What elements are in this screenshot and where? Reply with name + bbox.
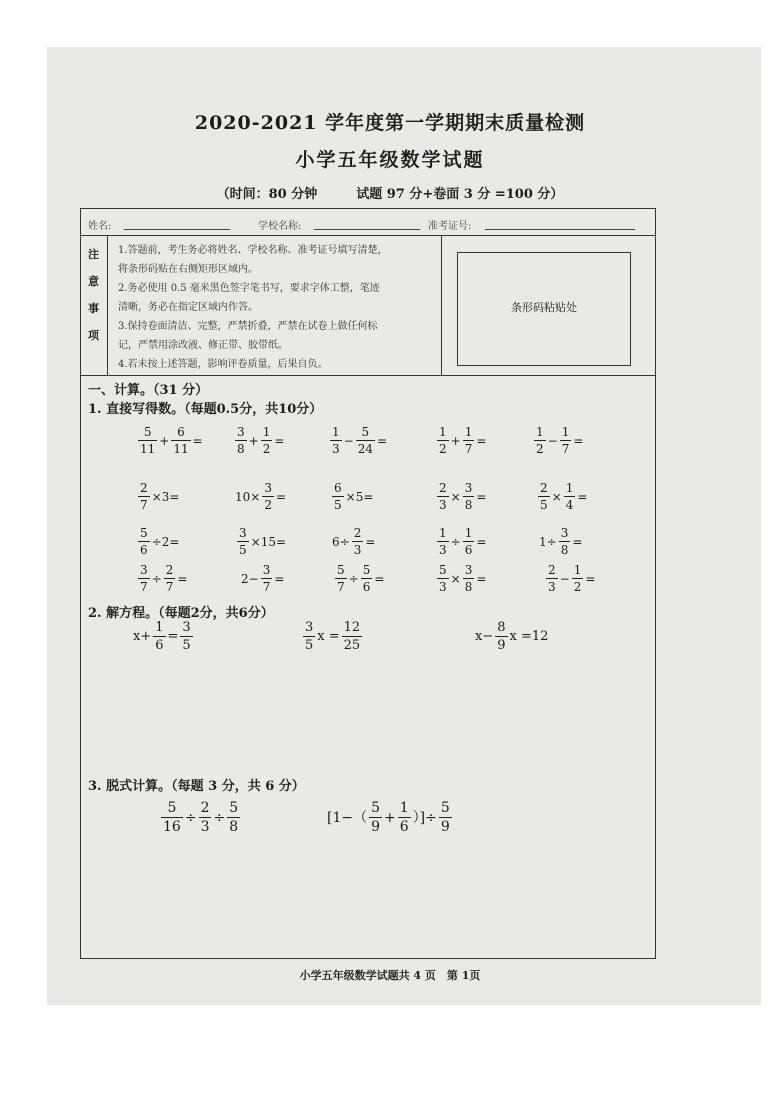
fraction — [261, 564, 273, 593]
denominator: 5 — [334, 498, 342, 512]
numerator: 3 — [305, 620, 314, 635]
operator: = — [476, 433, 487, 448]
operator: ×3= — [151, 489, 180, 504]
fraction — [546, 564, 558, 593]
operator: = — [167, 629, 179, 644]
operator: = — [376, 433, 388, 448]
operator: ×5= — [345, 489, 374, 504]
numerator: 3 — [560, 526, 569, 540]
fraction — [138, 527, 150, 556]
fraction — [199, 801, 212, 834]
numerator: 3 — [239, 526, 247, 540]
operator: − — [559, 571, 570, 586]
numerator: 1 — [332, 425, 340, 439]
q3-expression — [326, 801, 453, 834]
numerator: 2 — [439, 481, 447, 495]
operator: × — [450, 489, 461, 504]
fraction — [398, 801, 411, 834]
numerator: 1 — [399, 800, 409, 816]
numerator: 5 — [167, 800, 177, 816]
fraction — [356, 426, 375, 455]
operator: × — [551, 489, 562, 504]
fraction — [262, 482, 274, 511]
fraction — [564, 482, 576, 511]
numerator: 1 — [565, 481, 574, 495]
numerator: 5 — [361, 425, 370, 439]
fraction — [369, 801, 382, 834]
fraction — [463, 426, 475, 455]
fraction — [495, 621, 507, 652]
numerator: 1 — [262, 425, 271, 439]
q1-problem — [545, 564, 596, 593]
operator: − — [343, 433, 354, 448]
notice-line: 记，严禁用涂改液、修正带、胶带纸。 — [118, 340, 288, 351]
operator: + — [384, 809, 396, 826]
exam-title: 2020-2021 学年度第一学期期末质量检测 — [194, 112, 586, 134]
denominator: 8 — [464, 498, 473, 512]
operator: = — [476, 571, 487, 586]
fraction — [534, 426, 546, 455]
denominator: 9 — [497, 638, 506, 653]
q3-expression — [160, 801, 241, 834]
fraction — [180, 621, 192, 652]
q1-problem — [436, 564, 487, 593]
numerator: 5 — [371, 800, 381, 816]
numerator: 6 — [334, 481, 342, 495]
numerator: 1 — [536, 425, 544, 439]
numerator: 3 — [182, 620, 191, 635]
operator: = — [192, 433, 203, 448]
operator: 2− — [241, 571, 259, 586]
question-3-heading: 3. 脱式计算。（每题 3 分，共 6 分） — [88, 779, 305, 794]
denominator: 9 — [371, 819, 381, 835]
operator: = — [274, 433, 285, 448]
fraction — [361, 564, 373, 593]
numerator: 8 — [497, 620, 506, 635]
fraction — [439, 801, 452, 834]
denominator: 8 — [464, 580, 473, 594]
numerator: 3 — [140, 563, 148, 577]
denominator: 6 — [362, 580, 371, 594]
fraction — [138, 482, 150, 511]
denominator: 3 — [353, 543, 362, 557]
numerator: 1 — [464, 526, 473, 540]
operator: + — [159, 433, 170, 448]
q1-problem — [234, 482, 287, 511]
notice-line: 4.若未按上述答题，影响评卷质量，后果自负。 — [118, 359, 328, 370]
q1-problem — [436, 426, 487, 455]
notice-heading-char: 项 — [88, 329, 99, 342]
denominator: 8 — [560, 543, 569, 557]
numerator: 1 — [439, 425, 447, 439]
q1-problem — [236, 527, 287, 556]
fraction — [335, 564, 347, 593]
operator: = — [476, 489, 487, 504]
numerator: 3 — [237, 425, 245, 439]
exam-number-label: 准考证号: — [428, 221, 472, 232]
operator: = — [572, 534, 583, 549]
numerator: 2 — [200, 800, 210, 816]
notice-heading-char: 事 — [88, 302, 99, 315]
q1-problem — [436, 527, 487, 556]
operator: ）]÷ — [412, 809, 437, 826]
q2-equation — [474, 621, 549, 652]
notice-line: 清晰，务必在指定区域内作答。 — [118, 302, 258, 313]
operator: ÷ — [213, 809, 226, 826]
operator: = — [476, 534, 487, 549]
operator: = — [573, 433, 584, 448]
fraction — [437, 482, 449, 511]
q1-problem — [240, 564, 285, 593]
denominator: 2 — [573, 580, 582, 594]
denominator: 7 — [464, 442, 473, 456]
numerator: 1 — [464, 425, 473, 439]
operator: × — [450, 571, 461, 586]
fraction — [559, 527, 571, 556]
operator: = — [585, 571, 596, 586]
operator: ×15= — [250, 534, 287, 549]
operator: [1−（ — [327, 809, 368, 826]
operator: x = — [317, 629, 340, 644]
q1-problem — [538, 527, 583, 556]
q1-problem — [137, 482, 180, 511]
section-heading: 一、计算。（31 分） — [88, 383, 209, 398]
denominator: 5 — [540, 498, 548, 512]
denominator: 3 — [200, 819, 210, 835]
operator: ÷ — [348, 571, 359, 586]
denominator: 9 — [440, 819, 450, 835]
denominator: 6 — [140, 543, 148, 557]
notice-line: 3.保持卷面清洁、完整，严禁折叠，严禁在试卷上做任何标 — [118, 321, 378, 332]
exam-subtitle: 小学五年级数学试题 — [295, 149, 485, 171]
barcode-area — [457, 252, 631, 366]
fraction — [352, 527, 364, 556]
operator: = — [365, 534, 376, 549]
denominator: 11 — [173, 442, 189, 456]
denominator: 3 — [439, 498, 447, 512]
fraction — [538, 482, 550, 511]
q1-problem — [329, 426, 388, 455]
numerator: 5 — [143, 425, 152, 439]
numerator: 5 — [439, 563, 447, 577]
operator: ÷ — [450, 534, 461, 549]
q1-problem — [436, 482, 487, 511]
denominator: 2 — [264, 498, 272, 512]
operator: = — [177, 571, 188, 586]
q2-equation — [302, 621, 363, 652]
fraction — [572, 564, 584, 593]
fraction — [342, 621, 363, 652]
q1-problem — [137, 527, 180, 556]
name-label: 姓名: — [88, 221, 112, 232]
question-1-heading: 1. 直接写得数。（每题0.5分，共10分） — [88, 402, 323, 417]
notice-line: 2.务必使用 0.5 毫米黑色签字笔书写，要求字体工整，笔迹 — [118, 283, 380, 294]
numerator: 1 — [155, 620, 164, 635]
denominator: 7 — [262, 580, 271, 594]
denominator: 3 — [332, 442, 340, 456]
notice-heading-char: 注 — [88, 248, 99, 261]
numerator: 6 — [177, 425, 185, 439]
fraction — [303, 621, 315, 652]
fraction — [138, 426, 157, 455]
name-blank[interactable] — [124, 229, 230, 230]
q1-problem — [137, 564, 188, 593]
operator: = — [274, 571, 285, 586]
numerator: 3 — [264, 481, 272, 495]
operator: 10× — [235, 489, 261, 504]
numerator: 3 — [262, 563, 271, 577]
q1-problem — [137, 426, 204, 455]
operator: ÷ — [184, 809, 197, 826]
fraction — [171, 426, 190, 455]
numerator: 3 — [464, 563, 473, 577]
operator: x+ — [133, 629, 152, 644]
operator: 6÷ — [332, 534, 350, 549]
operator: x− — [475, 629, 494, 644]
denominator: 2 — [262, 442, 271, 456]
fraction — [161, 801, 183, 834]
operator: + — [248, 433, 259, 448]
denominator: 5 — [182, 638, 191, 653]
notice-line: 将条形码贴在右侧矩形区域内。 — [118, 264, 258, 275]
operator: 1÷ — [539, 534, 557, 549]
question-2-heading: 2. 解方程。（每题2分，共6分） — [88, 606, 274, 621]
operator: = — [577, 489, 588, 504]
denominator: 6 — [399, 819, 409, 835]
numerator: 3 — [464, 481, 473, 495]
fraction — [153, 621, 165, 652]
exam-number-blank[interactable] — [485, 229, 635, 230]
fraction — [164, 564, 176, 593]
fraction — [463, 564, 475, 593]
q1-problem — [334, 564, 385, 593]
denominator: 5 — [239, 543, 247, 557]
numerator: 2 — [540, 481, 548, 495]
numerator: 5 — [337, 563, 345, 577]
numerator: 2 — [353, 526, 362, 540]
numerator: 1 — [439, 526, 447, 540]
fraction — [463, 527, 475, 556]
denominator: 25 — [343, 638, 361, 653]
denominator: 8 — [229, 819, 239, 835]
fraction — [332, 482, 344, 511]
operator: x =12 — [509, 629, 549, 644]
denominator: 11 — [140, 442, 156, 456]
denominator: 7 — [337, 580, 345, 594]
denominator: 16 — [163, 819, 181, 835]
denominator: 8 — [237, 442, 245, 456]
denominator: 7 — [561, 442, 570, 456]
fraction — [237, 527, 249, 556]
q1-problem — [533, 426, 584, 455]
operator: + — [450, 433, 461, 448]
q1-problem — [331, 527, 376, 556]
fraction — [227, 801, 240, 834]
numerator: 5 — [440, 800, 450, 816]
operator: ÷ — [151, 571, 162, 586]
denominator: 3 — [439, 543, 447, 557]
numerator: 2 — [548, 563, 556, 577]
numerator: 2 — [140, 481, 148, 495]
denominator: 6 — [155, 638, 164, 653]
notice-divider — [441, 236, 442, 375]
student-info-row — [80, 208, 656, 236]
q1-problem — [537, 482, 588, 511]
numerator: 5 — [140, 526, 148, 540]
school-label: 学校名称: — [258, 221, 302, 232]
numerator: 5 — [362, 563, 371, 577]
q1-problem — [234, 426, 285, 455]
denominator: 7 — [165, 580, 174, 594]
fraction — [560, 426, 572, 455]
page-footer: 小学五年级数学试题共 4 页 第 1页 — [299, 969, 481, 982]
operator: − — [547, 433, 558, 448]
numerator: 12 — [343, 620, 361, 635]
fraction — [261, 426, 273, 455]
denominator: 5 — [305, 638, 314, 653]
q1-problem — [331, 482, 374, 511]
numerator: 1 — [573, 563, 582, 577]
fraction — [235, 426, 247, 455]
numerator: 1 — [561, 425, 570, 439]
denominator: 2 — [439, 442, 447, 456]
school-blank[interactable] — [314, 229, 420, 230]
operator: ÷2= — [151, 534, 180, 549]
operator: = — [374, 571, 385, 586]
operator: = — [275, 489, 287, 504]
denominator: 7 — [140, 580, 148, 594]
q2-equation — [132, 621, 194, 652]
fraction — [437, 564, 449, 593]
fraction — [437, 426, 449, 455]
notice-line: 1.答题前，考生务必将姓名、学校名称、准考证号填写清楚， — [118, 245, 388, 256]
denominator: 3 — [548, 580, 556, 594]
numerator: 5 — [229, 800, 239, 816]
denominator: 24 — [357, 442, 373, 456]
notice-heading — [80, 236, 108, 375]
fraction — [138, 564, 150, 593]
notice-heading-char: 意 — [88, 275, 99, 288]
exam-info: （时间：80 分钟 试题 97 分+卷面 3 分 =100 分） — [216, 187, 564, 202]
fraction — [330, 426, 342, 455]
fraction — [437, 527, 449, 556]
denominator: 4 — [565, 498, 574, 512]
denominator: 2 — [536, 442, 544, 456]
denominator: 7 — [140, 498, 148, 512]
numerator: 2 — [165, 563, 174, 577]
denominator: 3 — [439, 580, 447, 594]
denominator: 6 — [464, 543, 473, 557]
fraction — [463, 482, 475, 511]
barcode-label: 条形码粘贴处 — [511, 301, 577, 314]
